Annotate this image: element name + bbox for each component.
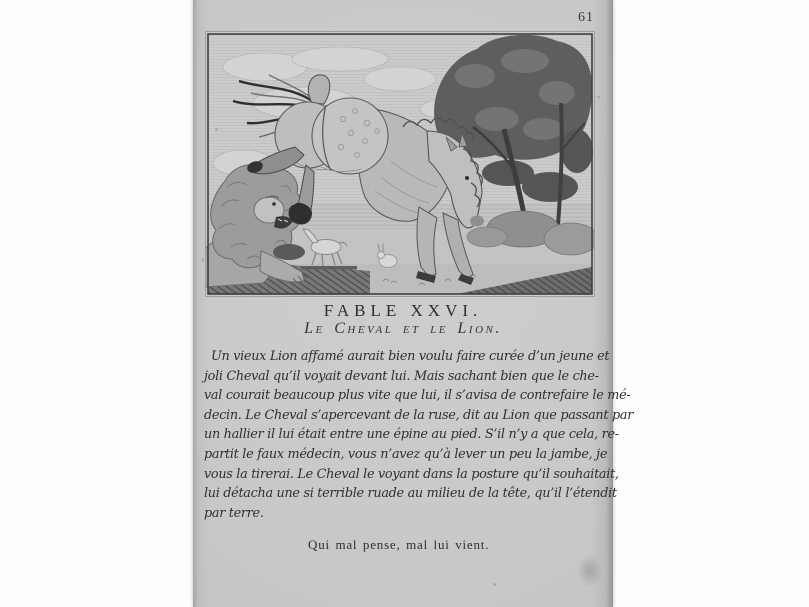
body-line: lui détacha une si terrible ruade au milieu de la tête, qu’il l’étendit [204, 486, 617, 502]
fable-body [204, 347, 634, 523]
fable-moral: Qui mal pense, mal lui vient. [308, 537, 490, 552]
paper-speck [202, 258, 204, 262]
page-number: 61 [578, 10, 594, 25]
body-line: partit le faux médecin, vous n’avez qu’à lever un peu la jambe, je [204, 446, 608, 462]
body-line: vous la tirerai. Le Cheval le voyant dans la posture qu’il souhaitait, [204, 466, 619, 482]
body-line: un hallier il lui était entre une épine au pied. S’il n’y a que cela, re- [204, 427, 619, 443]
horse-kicking-lion-engraving [205, 31, 595, 297]
paper-smudge [573, 548, 607, 594]
paper-speck [597, 96, 600, 98]
body-line: par terre. [204, 505, 264, 521]
fable-title: FABLE XXVI. [323, 301, 483, 320]
paper-speck [493, 583, 496, 586]
engraving-plate [205, 31, 595, 297]
paper-speck [215, 128, 218, 131]
fable-subtitle: Le Cheval et le Lion. [304, 320, 502, 337]
body-line: joli Cheval qu’il voyait devant lui. Mais sachant bien que le che- [204, 368, 599, 384]
body-line: Un vieux Lion affamé aurait bien voulu faire curée d’un jeune et [211, 349, 610, 364]
book-page [193, 0, 634, 607]
body-line: val courait beaucoup plus vite que lui, il s’avisa de contrefaire le mé- [204, 388, 631, 404]
body-line: decin. Le Cheval s’apercevant de la ruse, dit au Lion que passant par [204, 407, 634, 423]
